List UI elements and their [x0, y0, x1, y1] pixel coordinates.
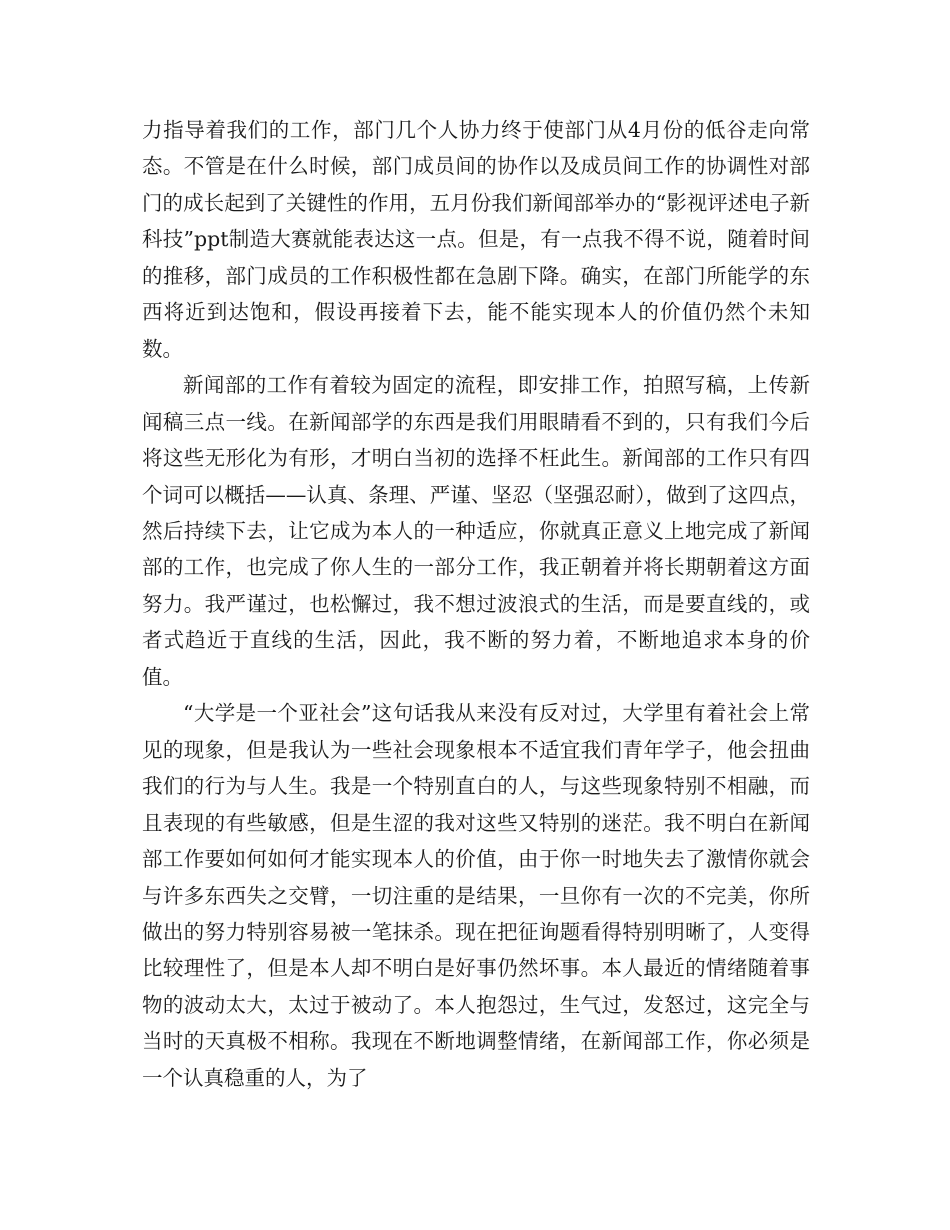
paragraph-2: 新闻部的工作有着较为固定的流程，即安排工作，拍照写稿，上传新闻稿三点一线。在新闻部学的东西是我们用眼睛看不到的，只有我们今后将这些无形化为有形，才明白当初的选择不枉此生。新闻部的工作只有四个词可以概括——认真、条理、严谨、坚忍（坚强忍耐），做到了这四点，然后持续下去，让它成为本人的一种适应，你就真正意义上地完成了新闻部的工作，也完成了你人生的一部分工作，我正朝着并将长期朝着这方面努力。我严谨过，也松懈过，我不想过波浪式的生活，而是要直线的，或者式趋近于直线的生活，因此，我不断的努力着，不断地追求本身的价值。 — [142, 373, 810, 689]
paragraph-1: 力指导着我们的工作，部门几个人协力终于使部门从4月份的低谷走向常态。不管是在什么时候，部门成员间的协作以及成员间工作的协调性对部门的成长起到了关键性的作用，五月份我们新闻部举办的“影视评述电子新科技”ppt制造大赛就能表达这一点。但是，有一点我不得不说，随着时间的推移，部门成员的工作积极性都在急剧下降。确实，在部门所能学的东西将近到达饱和，假设再接着下去，能不能实现本人的价值仍然个未知数。 — [142, 118, 810, 361]
document-body — [142, 112, 810, 1096]
paragraph-3: “大学是一个亚社会”这句话我从来没有反对过，大学里有着社会上常见的现象，但是我认为一些社会现象根本不适宜我们青年学子，他会扭曲我们的行为与人生。我是一个特别直白的人，与这些现象特别不相融，而且表现的有些敏感，但是生涩的我对这些又特别的迷茫。我不明白在新闻部工作要如何如何才能实现本人的价值，由于你一时地失去了激情你就会与许多东西失之交臂，一切注重的是结果，一旦你有一次的不完美，你所做出的努力特别容易被一笔抹杀。现在把征询题看得特别明晰了，人变得比较理性了，但是本人却不明白是好事仍然坏事。本人最近的情绪随着事物的波动太大，太过于被动了。本人抱怨过，生气过，发怒过，这完全与当时的天真极不相称。我现在不断地调整情绪，在新闻部工作，你必须是一个认真稳重的人，为了 — [142, 701, 810, 1090]
